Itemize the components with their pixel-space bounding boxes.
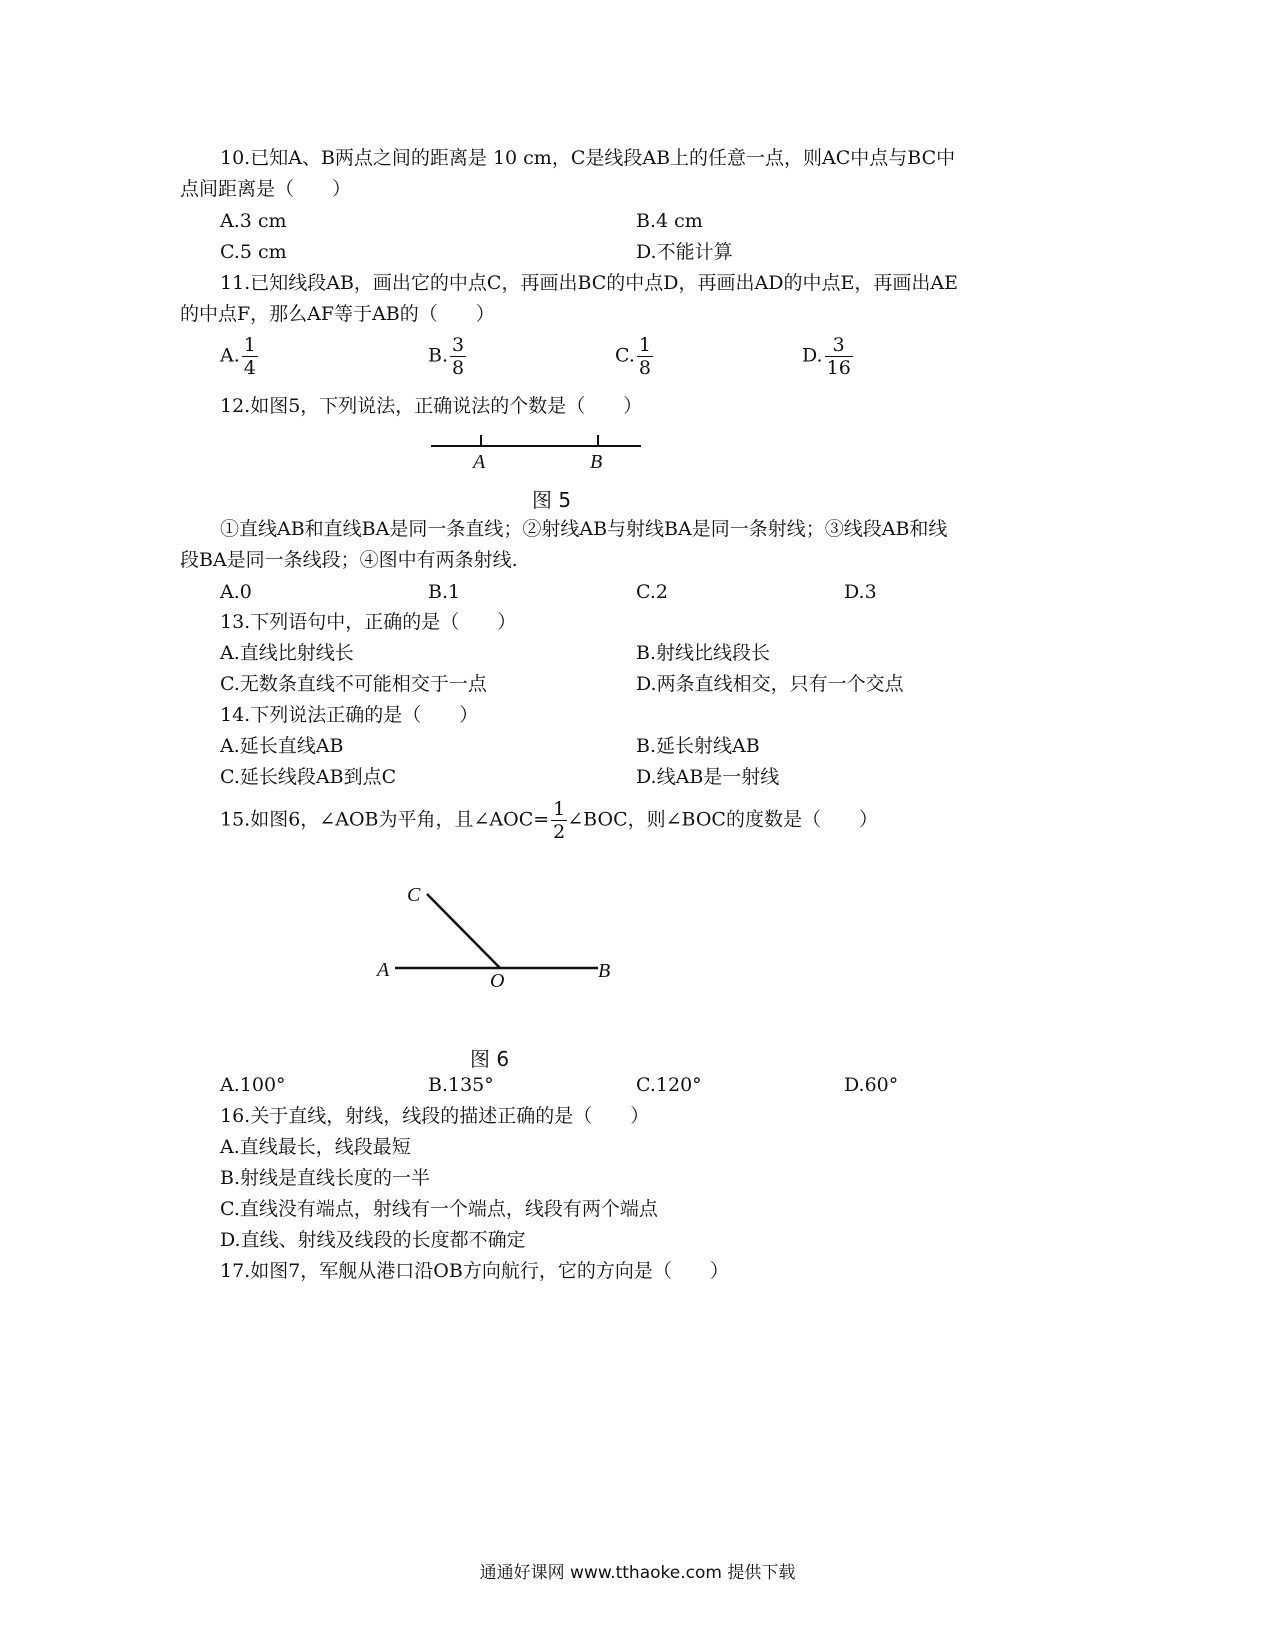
q13-option-d: D.两条直线相交，只有一个交点 <box>636 673 904 695</box>
q14-option-b: B.延长射线AB <box>636 735 760 757</box>
q15-option-b: B.135° <box>428 1074 494 1096</box>
q16-stem: 16.关于直线，射线，线段的描述正确的是（ ） <box>220 1105 650 1127</box>
q12-option-b: B.1 <box>428 581 461 603</box>
q11-option-a-fraction: $\frac{1}{4}$ <box>243 334 256 379</box>
q11-option-d-fraction: $\frac{3}{16}$ <box>826 334 851 379</box>
q16-option-b: B.射线是直线长度的一半 <box>220 1167 431 1189</box>
q10-option-b: B.4 cm <box>636 210 703 232</box>
q14-option-c: C.延长线段AB到点C <box>220 766 397 788</box>
figure-5 <box>425 428 655 474</box>
q12-statements-line1: ①直线AB和直线BA是同一条直线；②射线AB与射线BA是同一条射线；③线段AB和线 <box>220 518 948 540</box>
figure-6-label-o: O <box>490 970 505 992</box>
q11-option-d: D. $\frac{3}{16}$ <box>802 334 851 379</box>
q13-option-c: C.无数条直线不可能相交于一点 <box>220 673 487 695</box>
q12-option-d: D.3 <box>844 581 877 603</box>
figure-5-caption: 图 5 <box>532 488 572 512</box>
q12-option-a: A.0 <box>220 581 252 603</box>
q10-stem-line1: 10.已知A、B两点之间的距离是 10 cm，C是线段AB上的任意一点，则AC中点与BC中 <box>220 147 956 169</box>
q11-option-c-fraction: $\frac{1}{8}$ <box>638 334 651 379</box>
q12-statements-line2: 段BA是同一条线段；④图中有两条射线. <box>180 549 518 571</box>
q13-option-a: A.直线比射线长 <box>220 642 354 664</box>
q14-option-d: D.线AB是一射线 <box>636 766 780 788</box>
figure-6-label-b: B <box>598 960 611 982</box>
q17-stem: 17.如图7，军舰从港口沿OB方向航行，它的方向是（ ） <box>220 1260 729 1282</box>
q12-stem: 12.如图5，下列说法，正确说法的个数是（ ） <box>220 395 643 417</box>
figure-6-ray-oc <box>427 894 500 968</box>
figure-6-label-c: C <box>407 884 421 906</box>
q11-option-b-fraction: $\frac{3}{8}$ <box>452 334 465 379</box>
q10-stem-line2: 点间距离是（ ） <box>180 178 352 200</box>
q10-option-d: D.不能计算 <box>636 241 733 263</box>
q15-option-d: D.60° <box>844 1074 899 1096</box>
q15-option-a: A.100° <box>220 1074 286 1096</box>
q11-option-b: B. $\frac{3}{8}$ <box>428 334 465 379</box>
q11-option-a: A. $\frac{1}{4}$ <box>220 334 256 379</box>
q15-fraction: $\frac{1}{2}$ <box>553 798 566 843</box>
q14-option-a: A.延长直线AB <box>220 735 344 757</box>
q15-stem: 15.如图6，∠AOB为平角，且∠AOC= $\frac{1}{2}$ ∠BOC，则∠BOC的度数是（ ） <box>220 798 878 843</box>
q10-option-a: A.3 cm <box>220 210 287 232</box>
q11-option-c: C. $\frac{1}{8}$ <box>615 334 651 379</box>
q11-stem-line2: 的中点F，那么AF等于AB的（ ） <box>180 303 495 325</box>
figure-5-label-b: B <box>590 451 603 473</box>
q16-option-d: D.直线、射线及线段的长度都不确定 <box>220 1229 526 1251</box>
q14-stem: 14.下列说法正确的是（ ） <box>220 704 479 726</box>
q10-option-c: C.5 cm <box>220 241 287 263</box>
figure-6 <box>370 875 630 995</box>
q11-stem-line1: 11.已知线段AB，画出它的中点C，再画出BC的中点D，再画出AD的中点E，再画出AE <box>220 272 958 294</box>
q13-option-b: B.射线比线段长 <box>636 642 771 664</box>
figure-6-caption: 图 6 <box>470 1047 510 1071</box>
q16-option-a: A.直线最长，线段最短 <box>220 1136 411 1158</box>
q15-option-c: C.120° <box>636 1074 702 1096</box>
figure-6-label-a: A <box>377 959 390 981</box>
q16-option-c: C.直线没有端点，射线有一个端点，线段有两个端点 <box>220 1198 658 1220</box>
q12-option-c: C.2 <box>636 581 668 603</box>
figure-5-label-a: A <box>473 451 486 473</box>
q13-stem: 13.下列语句中，正确的是（ ） <box>220 611 517 633</box>
page-footer: 通通好课网 www.tthaoke.com 提供下载 <box>479 1563 796 1583</box>
